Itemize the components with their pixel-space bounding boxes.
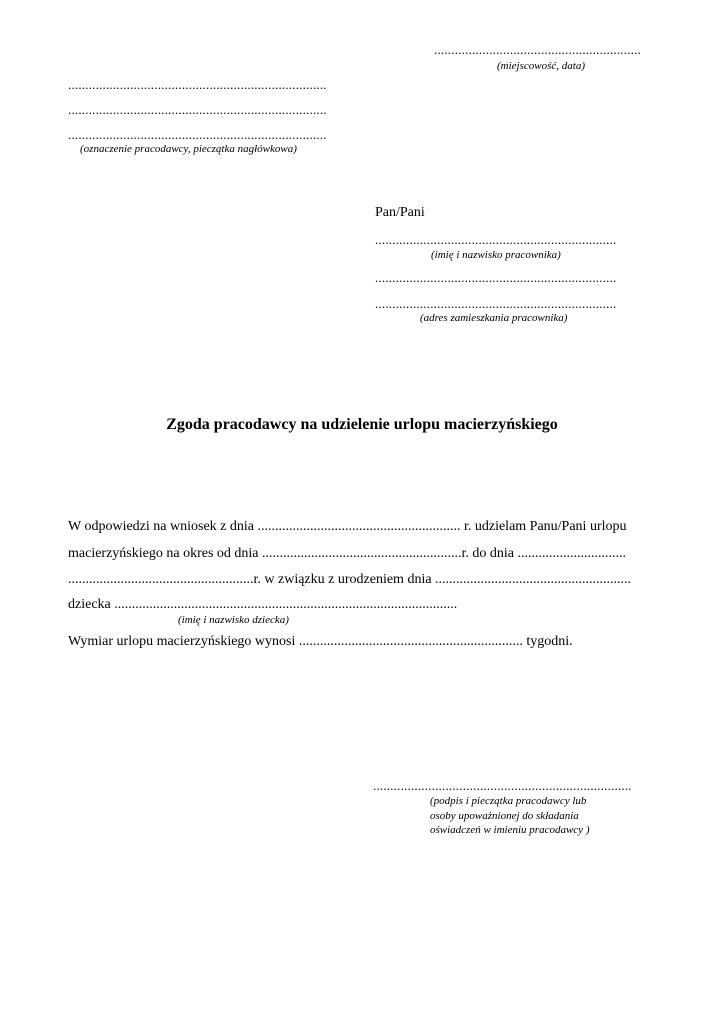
place-date-line: ............................................................ — [434, 42, 641, 57]
body-line-1: W odpowiedzi na wniosek z dnia .......................................................... r. udzielam Panu/Pani urlopu — [68, 519, 627, 534]
place-date-caption: (miejscowość, data) — [497, 60, 585, 72]
recipient-name-caption: (imię i nazwisko pracownika) — [431, 249, 561, 261]
body-line-5: Wymiar urlopu macierzyńskiego wynosi ................................................................ tygodni. — [68, 634, 573, 649]
recipient-address-caption: (adres zamieszkania pracownika) — [420, 312, 568, 324]
document-title: Zgoda pracodawcy na udzielenie urlopu macierzyńskiego — [166, 416, 558, 433]
signature-caption-line-3: oświadczeń w imieniu pracodawcy ) — [430, 824, 590, 836]
signature-caption-line-1: (podpis i pieczątka pracodawcy lub — [430, 795, 587, 807]
employer-line-3: ........................................................................... — [68, 127, 327, 142]
body-line-3: .....................................................r. w związku z urodzeniem dnia ........................................................ — [68, 572, 632, 587]
signature-line: ........................................................................... — [373, 778, 632, 793]
recipient-salutation: Pan/Pani — [375, 205, 425, 220]
recipient-name-line: ...................................................................... — [375, 232, 617, 247]
signature-caption-line-2: osoby upoważnionej do składania — [430, 810, 579, 822]
employer-caption: (oznaczenie pracodawcy, pieczątka nagłówkowa) — [80, 143, 297, 155]
recipient-address-line-2: ...................................................................... — [375, 296, 617, 311]
body-line-2: macierzyńskiego na okres od dnia .........................................................r. do dnia ............................... — [68, 546, 626, 561]
body-line-4: dziecka .................................................................................................. — [68, 597, 458, 612]
employer-line-2: ........................................................................... — [68, 102, 327, 117]
recipient-address-line-1: ...................................................................... — [375, 270, 617, 285]
child-caption: (imię i nazwisko dziecka) — [178, 614, 289, 626]
employer-line-1: ........................................................................... — [68, 77, 327, 92]
